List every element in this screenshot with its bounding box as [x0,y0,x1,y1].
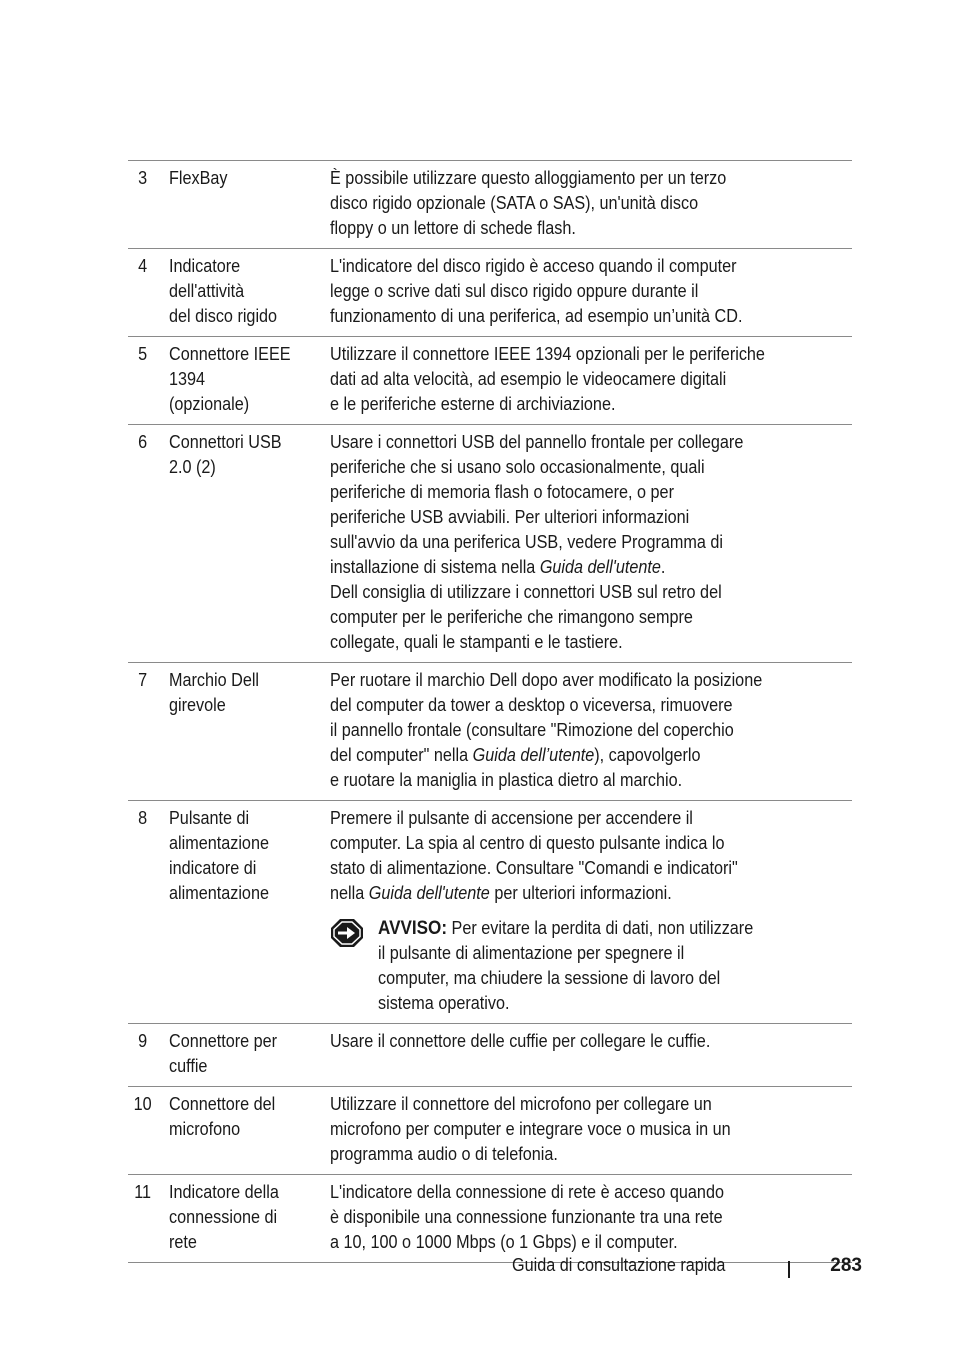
page-footer [512,1255,862,1281]
notice-text [378,916,797,1016]
row-number: 7 [138,670,148,690]
row-description: L'indicatore del disco rigido è acceso quando il computer legge o scrive dati sul disco rigido oppure durante il funzionamento di una periferica, ad esempio un’unità CD. [330,256,743,326]
footer-divider [788,1261,790,1278]
row-description: Utilizzare il connettore IEEE 1394 opzionali per le periferiche dati ad alta velocità, ad esempio le videocamere digitali e le periferiche esterne di archiviazione. [330,344,765,414]
table-row [128,1175,852,1263]
row-description: Utilizzare il connettore del microfono per collegare un microfono per computer e integrare voce o musica in un programma audio o di telefonia. [330,1094,731,1164]
row-item: Connettore del microfono [169,1094,276,1139]
row-item: Marchio Dell girevole [169,670,260,715]
row-item: Connettore IEEE 1394 (opzionale) [169,344,291,414]
row-item: Connettore per cuffie [169,1031,278,1076]
row-number: 5 [138,344,148,364]
description-text: . Dell consiglia di utilizzare i connettori USB sul retro del computer per le periferiche che rimangono sempre collegate, quali le stampanti e le tastiere. [330,557,722,652]
description-text: per ulteriori informazioni. [489,883,672,903]
table-row [128,337,852,425]
table-row [128,663,852,801]
user-guide-reference: Guida dell'utente [368,883,490,903]
row-item: FlexBay [169,168,228,188]
row-number: 3 [138,168,148,188]
row-description: È possibile utilizzare questo alloggiamento per un terzo disco rigido opzionale (SATA o SAS), un'unità disco floppy o un lettore di schede flash. [330,168,727,238]
table-row [128,801,852,1024]
user-guide-reference: Guida dell’utente [472,745,595,765]
row-item: Indicatore dell'attività del disco rigido [169,256,278,326]
row-description [330,430,800,655]
description-text: Usare i connettori USB del pannello frontale per collegare periferiche che si usano solo occasionalmente, quali periferiche di memoria flash o fotocamere, o per periferiche USB avviabili. Per ulteriori informazioni sull'avvio da una periferica USB, vedere Programma di installazione di sistema nella [330,432,744,577]
table-row [128,249,852,337]
row-description [330,668,800,793]
component-table [128,160,852,1263]
row-number: 4 [138,256,148,276]
description-text: Premere il pulsante di accensione per accendere il computer. La spia al centro di questo pulsante indica lo stato di alimentazione. Consultare "Comandi e indicatori" nella [330,808,738,903]
row-item: Indicatore della connessione di rete [169,1182,280,1252]
row-description [330,806,800,906]
row-number: 9 [138,1031,148,1051]
table-row [128,425,852,663]
row-item: Connettori USB 2.0 (2) [169,432,282,477]
page-number: 283 [830,1255,862,1276]
row-description: L'indicatore della connessione di rete è acceso quando è disponibile una connessione funzionante tra una rete a 10, 100 o 1000 Mbps (o 1 Gbps) e il computer. [330,1182,724,1252]
user-guide-reference: Guida dell'utente [539,557,661,577]
table-row [128,161,852,249]
description-text: Per ruotare il marchio Dell dopo aver modificato la posizione del computer da tower a desktop o viceversa, rimuovere il pannello frontale (consultare "Rimozione del coperchio del computer" nella [330,670,763,765]
notice-message: Per evitare la perdita di dati, non utilizzare il pulsante di alimentazione per spegnere il computer, ma chiudere la sessione di lavoro del sistema operativo. [378,918,754,1013]
notice-icon [330,916,378,1016]
table-row [128,1024,852,1087]
row-number: 6 [138,432,148,452]
table-row [128,1087,852,1175]
row-number: 10 [133,1094,152,1114]
row-item: Pulsante di alimentazione indicatore di alimentazione [169,808,270,903]
notice-label: AVVISO: [378,918,448,939]
row-number: 11 [134,1182,152,1202]
row-number: 8 [138,808,148,828]
notice-box [330,916,852,1016]
row-description: Usare il connettore delle cuffie per collegare le cuffie. [330,1031,711,1051]
description-text: ), capovolgerlo e ruotare la maniglia in plastica dietro al marchio. [330,745,701,790]
footer-title: Guida di consultazione rapida [512,1255,726,1275]
